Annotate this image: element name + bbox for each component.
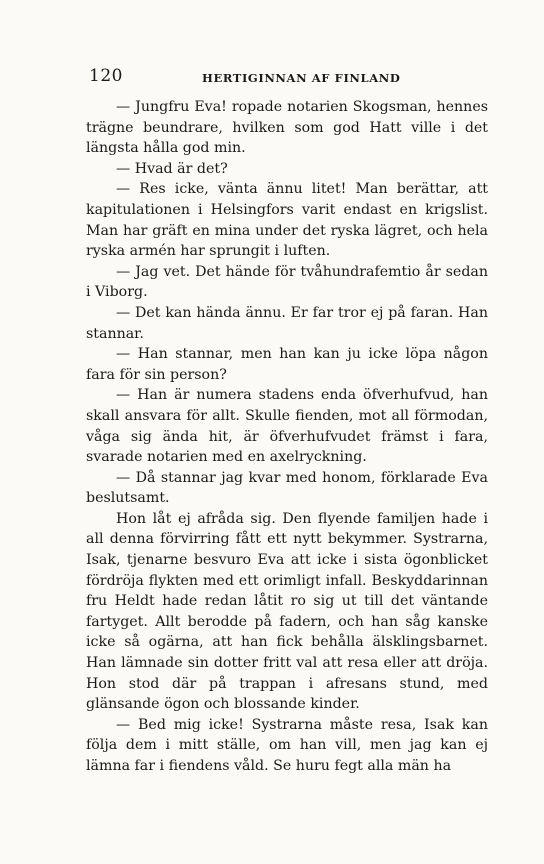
- paragraph: — Jungfru Eva! ropade notarien Skogsman, hennes trägne beundrare, hvilken som god Hatt ville i det längsta hålla god min.: [86, 99, 488, 157]
- book-page: [86, 66, 488, 846]
- paragraph: — Hvad är det?: [116, 160, 228, 177]
- paragraph: — Bed mig icke! Systrarna måste resa, Isak kan följa dem i mitt ställe, om han vill, men jag kan ej lämna far i fiendens våld. Se huru fegt alla män ha: [86, 716, 488, 774]
- paragraph: — Det kan hända ännu. Er far tror ej på faran. Han stannar.: [86, 304, 488, 342]
- paragraph: — Jag vet. Det hände för tvåhundrafemtio år sedan i Viborg.: [86, 263, 488, 301]
- page-header: [86, 66, 488, 90]
- page-number: 120: [89, 66, 123, 86]
- paragraph: Hon låt ej afråda sig. Den flyende familjen hade i all denna förvirring fått ett nytt bekymmer. Systrarna, Isak, tjenarne besvuro Eva att icke i sista ögonblicket fördröja flykten med ett orimligt infall. Beskyddarinnan fru Heldt hade redan låtit ro sig ut till det väntande fartyget. Allt berodde på fadern, och han såg kanske icke så ogärna, att han fick behålla älsklingsbarnet. Han lämnade sin dotter fritt val att resa eller att dröja. Hon stod där på trappan i afresans stund, med glänsande ögon och blossande kinder.: [86, 510, 488, 713]
- paragraph: — Han stannar, men han kan ju icke löpa någon fara för sin person?: [86, 346, 488, 383]
- paragraph: — Då stannar jag kvar med honom, förklarade Eva beslutsamt.: [86, 469, 488, 507]
- paragraph: — Han är numera stadens enda öfverhufvud, han skall ansvara för allt. Skulle fienden, mot all förmodan, våga sig ända hit, är öfverhufvudet främst i fara, svarade notarien med en axelryckning.: [86, 387, 488, 466]
- body-text: [86, 97, 488, 777]
- paragraph: — Res icke, vänta ännu litet! Man berättar, att kapitulationen i Helsingfors varit endast en krigslist. Man har gräft en mina under det ryska lägret, och hela ryska armén har sprungit i luften.: [86, 181, 488, 260]
- running-head: HERTIGINNAN AF FINLAND: [202, 71, 401, 85]
